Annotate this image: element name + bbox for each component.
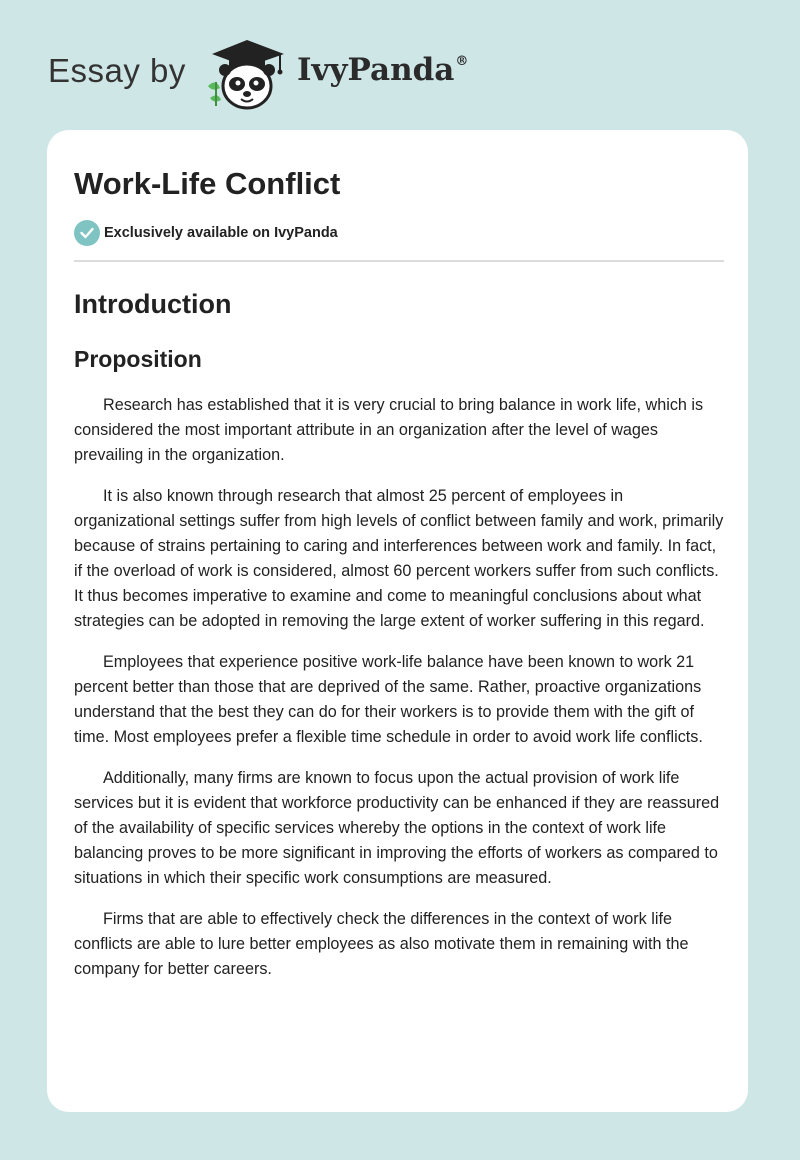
panda-graduate-logo-icon[interactable] [202, 34, 292, 114]
essay-card [47, 130, 748, 1112]
exclusive-badge [74, 220, 724, 246]
divider [74, 260, 724, 262]
essay-content [74, 162, 724, 982]
registered-mark: ® [455, 54, 469, 69]
site-header [48, 30, 748, 120]
paragraph: Additionally, many firms are known to focus upon the actual provision of work life services but it is evident that workforce productivity can be enhanced if they are reassured of the availability of specific services whereby the options in the context of work life balancing proves to be more significant in improving the efforts of workers as compared to situations in which their specific work consumptions are measured. [74, 769, 720, 887]
brand-text: IvyPanda [297, 52, 455, 88]
subsection-heading: Proposition [74, 346, 202, 372]
brand-name[interactable] [297, 52, 468, 88]
essay-by-label: Essay by [48, 52, 186, 89]
exclusive-badge-text: Exclusively available on IvyPanda [104, 225, 338, 241]
paragraph: Employees that experience positive work-life balance have been known to work 21 percent better than those that are deprived of the same. Rather, proactive organizations understand that the best they can do for their workers is to provide them with the gift of time. Most employees prefer a flexible time schedule in order to avoid work life conflicts. [74, 653, 703, 746]
paragraph: Research has established that it is very crucial to bring balance in work life, which is considered the most important attribute in an organization after the level of wages prevailing in the organization. [74, 396, 704, 464]
paragraph: It is also known through research that almost 25 percent of employees in organizational settings suffer from high levels of conflict between family and work, primarily because of strains pertaining to caring and interferences between work and family. In fact, if the overload of work is considered, almost 60 percent workers suffer from such conflicts. It thus becomes imperative to examine and come to meaningful conclusions about what strategies can be adopted in removing the large extent of worker suffering in this regard. [74, 487, 724, 630]
section-heading: Introduction [74, 289, 232, 319]
check-icon [74, 220, 100, 246]
page-title: Work-Life Conflict [74, 166, 341, 201]
paragraph: Firms that are able to effectively check the differences in the context of work life conflicts are able to lure better employees as also motivate them in remaining with the company for better careers. [74, 910, 689, 978]
